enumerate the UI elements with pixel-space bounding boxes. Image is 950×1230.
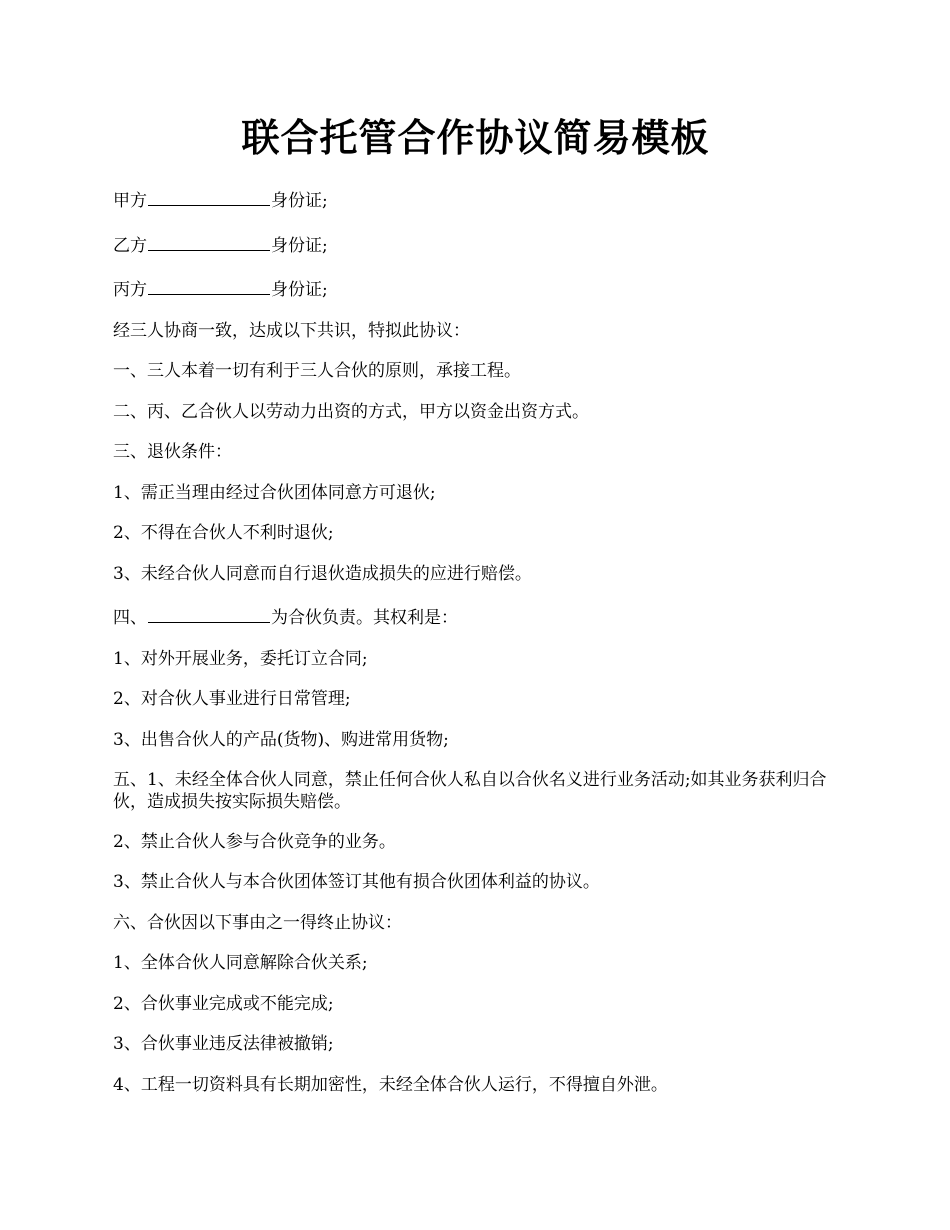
clause-4-item-3: 3、出售合伙人的产品(货物)、购进常用货物; — [113, 729, 449, 750]
clause-6-item-2: 2、合伙事业完成或不能完成; — [113, 993, 334, 1014]
clause-4-heading — [113, 603, 838, 630]
party-c-name: 丙方 — [113, 280, 147, 300]
clause-3-item-2: 2、不得在合伙人不利时退伙; — [113, 523, 334, 543]
clause-4-blank — [148, 603, 270, 623]
party-c-blank — [148, 275, 270, 295]
party-b-blank — [148, 231, 270, 251]
clause-3-heading: 三、退伙条件： — [113, 442, 232, 462]
clause-5-item-2: 2、禁止合伙人参与合伙竞争的业务。 — [113, 831, 396, 852]
party-b-name: 乙方 — [113, 235, 147, 256]
party-c-line — [113, 275, 838, 302]
clause-3-item-1: 1、需正当理由经过合伙团体同意方可退伙; — [113, 482, 436, 503]
party-c-suffix: 身份证; — [271, 280, 328, 300]
clause-4-item-2: 2、对合伙人事业进行日常管理; — [113, 689, 351, 709]
party-b-suffix: 身份证; — [271, 235, 328, 256]
clause-4-suffix: 为合伙负责。其权利是： — [271, 608, 458, 628]
clause-5-item-1: 五、1、未经全体合伙人同意，禁止任何合伙人私自以合伙名义进行业务活动;如其业务获利归合伙，造成损失按实际损失赔偿。 — [113, 770, 827, 812]
party-b-line — [113, 231, 838, 258]
intro-paragraph: 经三人协商一致，达成以下共识，特拟此协议： — [113, 320, 470, 341]
clause-2: 二、丙、乙合伙人以劳动力出资的方式，甲方以资金出资方式。 — [113, 401, 589, 422]
party-a-blank — [148, 186, 270, 206]
clause-5-item-3: 3、禁止合伙人与本合伙团体签订其他有损合伙团体利益的协议。 — [113, 872, 600, 892]
clause-6-item-3: 3、合伙事业违反法律被撤销; — [113, 1034, 334, 1054]
clause-1: 一、三人本着一切有利于三人合伙的原则，承接工程。 — [113, 361, 521, 381]
clause-6-item-1: 1、全体合伙人同意解除合伙关系; — [113, 953, 368, 973]
clause-4-prefix: 四、 — [113, 608, 147, 628]
document-title: 联合托管合作协议简易模板 — [241, 115, 710, 160]
clause-6-item-4: 4、工程一切资料具有长期加密性，未经全体合伙人运行，不得擅自外泄。 — [113, 1074, 668, 1095]
clause-6-heading: 六、合伙因以下事由之一得终止协议： — [113, 912, 402, 933]
party-a-line — [113, 186, 838, 213]
clause-4-item-1: 1、对外开展业务，委托订立合同; — [113, 648, 368, 669]
clause-3-item-3: 3、未经合伙人同意而自行退伙造成损失的应进行赔偿。 — [113, 563, 532, 584]
party-a-suffix: 身份证; — [271, 191, 328, 211]
party-a-name: 甲方 — [113, 191, 147, 211]
